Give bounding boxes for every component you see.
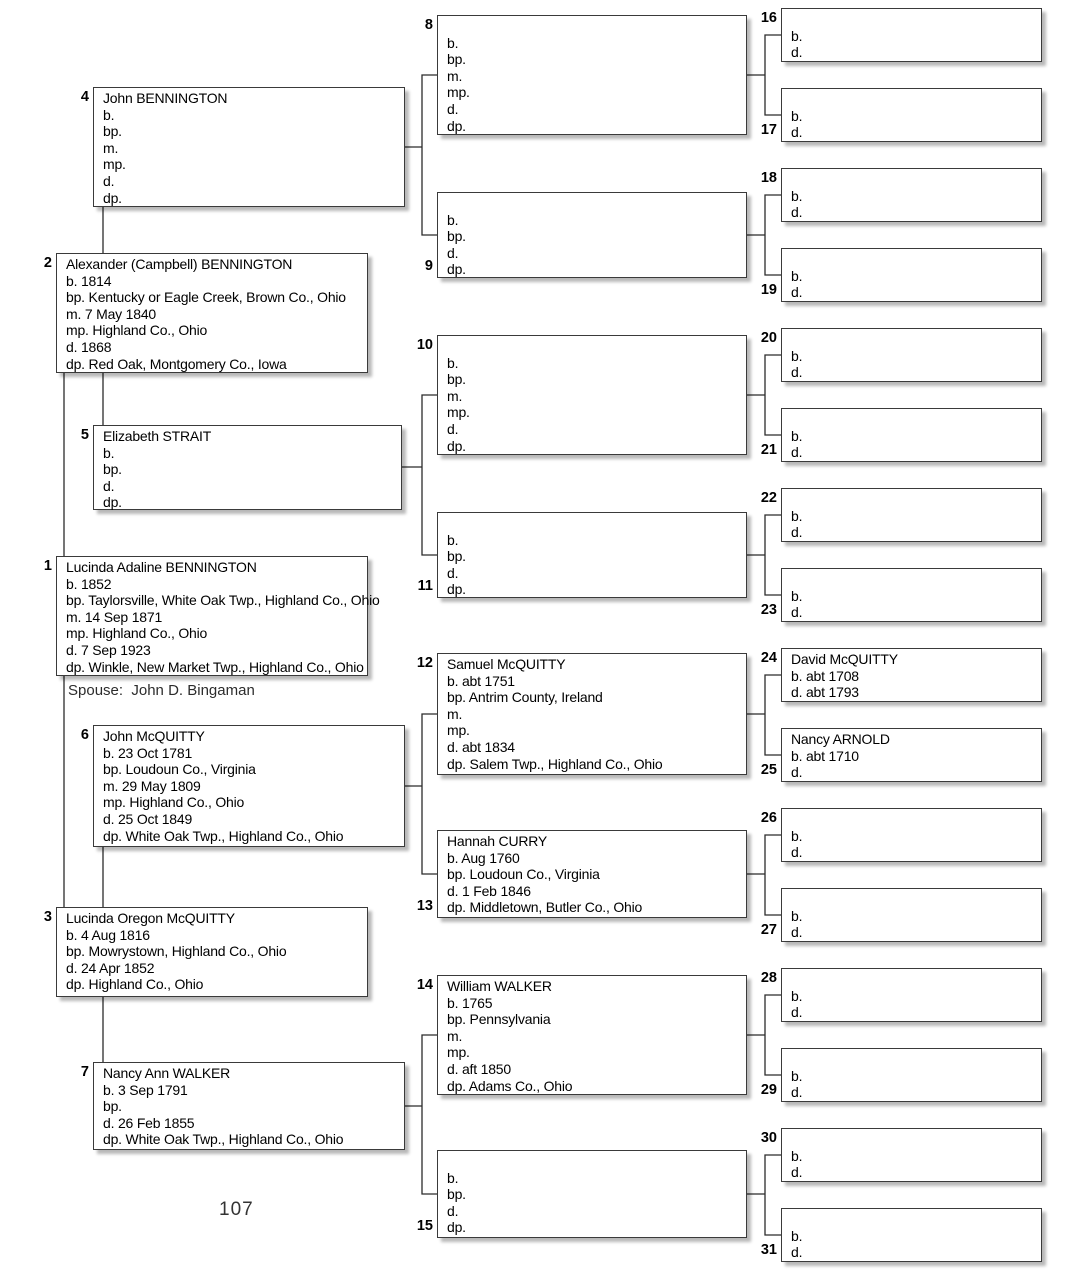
person-field: m. xyxy=(103,139,119,156)
person-number: 29 xyxy=(760,1082,777,1099)
person-field: b. xyxy=(791,27,803,44)
person-field: d. xyxy=(791,1164,803,1181)
person-box-2 xyxy=(43,253,368,373)
person-field: m. 7 May 1840 xyxy=(66,305,156,322)
person-field: d. 25 Oct 1849 xyxy=(103,810,193,827)
person-box-7 xyxy=(80,1062,405,1150)
person-field: b. xyxy=(447,34,459,51)
person-field: b. abt 1708 xyxy=(791,667,859,684)
page-number: 107 xyxy=(219,1199,254,1220)
person-name xyxy=(791,491,1039,508)
person-box-4 xyxy=(80,87,405,207)
person-field: m. xyxy=(447,705,463,722)
person-field: b. xyxy=(791,107,803,124)
person-field: bp. xyxy=(103,123,122,140)
spouse-note: Spouse: John D. Bingaman xyxy=(68,682,255,699)
person-field: b. xyxy=(791,1147,803,1164)
person-number: 1 xyxy=(43,558,52,574)
person-box-1 xyxy=(43,556,380,676)
person-field: b. xyxy=(791,1227,803,1244)
person-box-22 xyxy=(760,488,1042,542)
person-field: mp. xyxy=(447,404,470,421)
person-field: d. xyxy=(791,764,803,781)
person-field: bp. Antrim County, Ireland xyxy=(447,689,603,706)
person-field: d. xyxy=(791,284,803,301)
person-field: bp. xyxy=(447,51,466,68)
person-box-6 xyxy=(80,725,405,847)
person-field: dp. Middletown, Butler Co., Ohio xyxy=(447,899,643,916)
person-number: 5 xyxy=(80,427,89,443)
person-box-9 xyxy=(424,192,747,278)
person-number: 17 xyxy=(760,122,777,139)
person-number: 13 xyxy=(416,898,433,915)
person-field: bp. Mowrystown, Highland Co., Ohio xyxy=(66,943,287,960)
person-field: d. xyxy=(791,604,803,621)
person-number: 19 xyxy=(760,282,777,299)
person-name xyxy=(791,971,1039,988)
person-field: b. xyxy=(791,187,803,204)
person-box-23 xyxy=(760,568,1042,622)
person-field: m. xyxy=(447,387,463,404)
person-name xyxy=(447,195,744,212)
person-field: dp. xyxy=(447,117,466,134)
person-field: dp. Winkle, New Market Twp., Highland Co., Ohio xyxy=(66,658,364,675)
person-number: 31 xyxy=(760,1242,777,1259)
person-field: dp. Adams Co., Ohio xyxy=(447,1077,573,1094)
person-field: d. 1 Feb 1846 xyxy=(447,882,531,899)
person-box-27 xyxy=(760,888,1042,942)
person-field: b. 23 Oct 1781 xyxy=(103,744,193,761)
connector-line xyxy=(747,195,781,275)
person-field: dp. xyxy=(447,581,466,598)
person-field: b. xyxy=(791,507,803,524)
person-field: d. abt 1793 xyxy=(791,684,859,701)
person-name: John BENNINGTON xyxy=(103,90,228,106)
connector-line xyxy=(747,995,781,1075)
person-number: 7 xyxy=(80,1064,89,1080)
person-field: d. xyxy=(791,444,803,461)
person-field: mp. Highland Co., Ohio xyxy=(103,794,245,811)
person-field: b. xyxy=(103,444,115,461)
person-name xyxy=(791,331,1039,348)
person-box-15 xyxy=(416,1150,747,1238)
person-name: John McQUITTY xyxy=(103,728,205,744)
person-name: David McQUITTY xyxy=(791,651,898,667)
connector-line xyxy=(405,714,437,874)
person-number: 24 xyxy=(760,650,777,666)
person-number: 20 xyxy=(760,330,777,346)
person-number: 30 xyxy=(760,1130,777,1146)
connector-line xyxy=(747,835,781,915)
person-field: b. xyxy=(791,267,803,284)
person-field: d. xyxy=(791,1244,803,1261)
person-field: d. abt 1834 xyxy=(447,738,515,755)
person-field: d. 26 Feb 1855 xyxy=(103,1114,195,1131)
person-field: b. abt 1751 xyxy=(447,672,515,689)
person-field: b. Aug 1760 xyxy=(447,849,520,866)
person-field: dp. xyxy=(447,261,466,278)
person-name xyxy=(447,18,744,35)
person-number: 16 xyxy=(760,10,777,26)
person-field: d. xyxy=(791,1084,803,1101)
person-field: d. 24 Apr 1852 xyxy=(66,959,155,976)
person-name xyxy=(447,515,744,532)
person-box-12 xyxy=(416,653,747,775)
person-field: dp. White Oak Twp., Highland Co., Ohio xyxy=(103,1131,344,1148)
person-name: William WALKER xyxy=(447,978,552,994)
person-field: d. xyxy=(447,244,459,261)
person-box-21 xyxy=(760,408,1042,462)
person-field: d. xyxy=(791,364,803,381)
person-name xyxy=(791,171,1039,188)
person-field: bp. Loudoun Co., Virginia xyxy=(447,866,600,883)
person-field: b. xyxy=(791,587,803,604)
person-field: b. 3 Sep 1791 xyxy=(103,1081,188,1098)
connector-line xyxy=(405,75,437,235)
person-field: b. 4 Aug 1816 xyxy=(66,926,150,943)
person-field: bp. Pennsylvania xyxy=(447,1011,551,1028)
person-field: b. 1814 xyxy=(66,272,112,289)
person-field: bp. Taylorsville, White Oak Twp., Highland Co., Ohio xyxy=(66,592,380,609)
person-field: b. xyxy=(447,1169,459,1186)
person-field: b. xyxy=(791,427,803,444)
connector-line xyxy=(402,395,437,555)
person-field: m. xyxy=(447,1027,463,1044)
person-field: m. xyxy=(447,67,463,84)
person-field: d. xyxy=(447,1202,459,1219)
person-field: m. 29 May 1809 xyxy=(103,777,201,794)
person-field: d. xyxy=(447,100,459,117)
person-field: d. xyxy=(103,477,115,494)
person-number: 9 xyxy=(424,258,433,275)
person-number: 3 xyxy=(43,909,52,925)
person-field: b. xyxy=(791,347,803,364)
person-box-10 xyxy=(416,335,747,455)
person-box-3 xyxy=(43,907,368,997)
person-box-5 xyxy=(80,425,402,511)
person-box-25 xyxy=(760,728,1042,782)
person-number: 15 xyxy=(416,1218,433,1235)
person-field: mp. Highland Co., Ohio xyxy=(66,322,208,339)
person-field: dp. Highland Co., Ohio xyxy=(66,976,204,993)
person-field: b. xyxy=(103,106,115,123)
person-field: bp. Loudoun Co., Virginia xyxy=(103,761,256,778)
person-field: bp. xyxy=(447,548,466,565)
person-field: d. xyxy=(791,844,803,861)
person-box-14 xyxy=(416,975,747,1095)
person-number: 25 xyxy=(760,762,777,779)
person-number: 8 xyxy=(424,17,433,33)
person-field: d. xyxy=(791,924,803,941)
person-name: Elizabeth STRAIT xyxy=(103,428,212,444)
person-box-18 xyxy=(760,168,1042,222)
person-field: dp. Salem Twp., Highland Co., Ohio xyxy=(447,755,663,772)
connector-line xyxy=(747,1155,781,1235)
person-field: d. 1868 xyxy=(66,338,112,355)
person-name xyxy=(447,1153,744,1170)
person-name xyxy=(791,891,1039,908)
person-name xyxy=(791,251,1039,268)
person-field: mp. xyxy=(447,1044,470,1061)
person-field: d. 7 Sep 1923 xyxy=(66,641,151,658)
person-number: 14 xyxy=(416,977,433,993)
person-number: 2 xyxy=(43,255,52,271)
person-field: bp. xyxy=(447,228,466,245)
person-number: 26 xyxy=(760,810,777,826)
person-name: Hannah CURRY xyxy=(447,833,548,849)
person-field: mp. Highland Co., Ohio xyxy=(66,625,208,642)
person-field: dp. xyxy=(103,189,122,206)
person-field: d. xyxy=(447,420,459,437)
person-field: dp. xyxy=(103,494,122,511)
person-field: dp. xyxy=(447,437,466,454)
person-number: 21 xyxy=(760,442,777,459)
person-number: 12 xyxy=(416,655,433,671)
person-field: d. xyxy=(103,172,115,189)
person-number: 28 xyxy=(760,970,777,986)
person-field: bp. xyxy=(447,1186,466,1203)
person-box-24 xyxy=(760,648,1042,702)
person-name xyxy=(447,338,744,355)
person-field: d. aft 1850 xyxy=(447,1060,511,1077)
person-field: b. 1852 xyxy=(66,575,112,592)
connector-line xyxy=(747,355,781,435)
person-number: 4 xyxy=(80,89,89,105)
person-field: d. xyxy=(791,44,803,61)
person-number: 23 xyxy=(760,602,777,619)
person-field: mp. xyxy=(447,722,470,739)
person-field: m. 14 Sep 1871 xyxy=(66,608,163,625)
connector-line xyxy=(747,675,781,755)
person-field: dp. White Oak Twp., Highland Co., Ohio xyxy=(103,827,344,844)
person-name xyxy=(791,1131,1039,1148)
person-field: mp. xyxy=(103,156,126,173)
person-field: d. xyxy=(791,524,803,541)
person-field: bp. xyxy=(103,1098,122,1115)
person-field: d. xyxy=(791,124,803,141)
person-number: 11 xyxy=(417,578,433,595)
person-field: b. xyxy=(791,907,803,924)
person-box-30 xyxy=(760,1128,1042,1182)
person-field: b. xyxy=(791,987,803,1004)
person-number: 18 xyxy=(760,170,777,186)
person-name: Alexander (Campbell) BENNINGTON xyxy=(66,256,293,272)
person-box-20 xyxy=(760,328,1042,382)
person-field: dp. xyxy=(447,1219,466,1236)
person-box-19 xyxy=(760,248,1042,302)
person-box-28 xyxy=(760,968,1042,1022)
person-box-17 xyxy=(760,88,1042,142)
person-box-8 xyxy=(424,15,747,135)
person-name: Nancy Ann WALKER xyxy=(103,1065,231,1081)
person-number: 22 xyxy=(760,490,777,506)
person-name xyxy=(791,1211,1039,1228)
person-name xyxy=(791,811,1039,828)
person-field: d. xyxy=(447,564,459,581)
person-name: Lucinda Oregon McQUITTY xyxy=(66,910,235,926)
person-field: b. xyxy=(447,531,459,548)
person-field: d. xyxy=(791,1004,803,1021)
person-number: 10 xyxy=(416,337,433,353)
person-box-29 xyxy=(760,1048,1042,1102)
person-field: bp. Kentucky or Eagle Creek, Brown Co., Ohio xyxy=(66,289,346,306)
person-number: 27 xyxy=(760,922,777,939)
person-field: d. xyxy=(791,204,803,221)
person-number: 6 xyxy=(80,727,89,743)
connector-line xyxy=(405,1035,437,1194)
person-name xyxy=(791,411,1039,428)
person-name: Lucinda Adaline BENNINGTON xyxy=(66,559,257,575)
person-field: b. xyxy=(791,827,803,844)
person-field: dp. Red Oak, Montgomery Co., Iowa xyxy=(66,355,287,372)
person-box-16 xyxy=(760,8,1042,62)
connector-line xyxy=(747,35,781,115)
person-field: b. xyxy=(447,354,459,371)
person-name xyxy=(791,11,1039,28)
person-box-26 xyxy=(760,808,1042,862)
person-field: b. abt 1710 xyxy=(791,747,859,764)
person-field: b. xyxy=(791,1067,803,1084)
person-name: Samuel McQUITTY xyxy=(447,656,566,672)
person-name: Nancy ARNOLD xyxy=(791,731,890,747)
person-field: b. xyxy=(447,211,459,228)
connector-line xyxy=(747,515,781,595)
person-name xyxy=(791,91,1039,108)
person-name xyxy=(791,1051,1039,1068)
person-box-11 xyxy=(417,512,747,598)
person-field: mp. xyxy=(447,84,470,101)
person-box-31 xyxy=(760,1208,1042,1262)
person-field: bp. xyxy=(447,371,466,388)
person-field: bp. xyxy=(103,461,122,478)
person-field: b. 1765 xyxy=(447,994,493,1011)
person-box-13 xyxy=(416,830,747,918)
person-name xyxy=(791,571,1039,588)
